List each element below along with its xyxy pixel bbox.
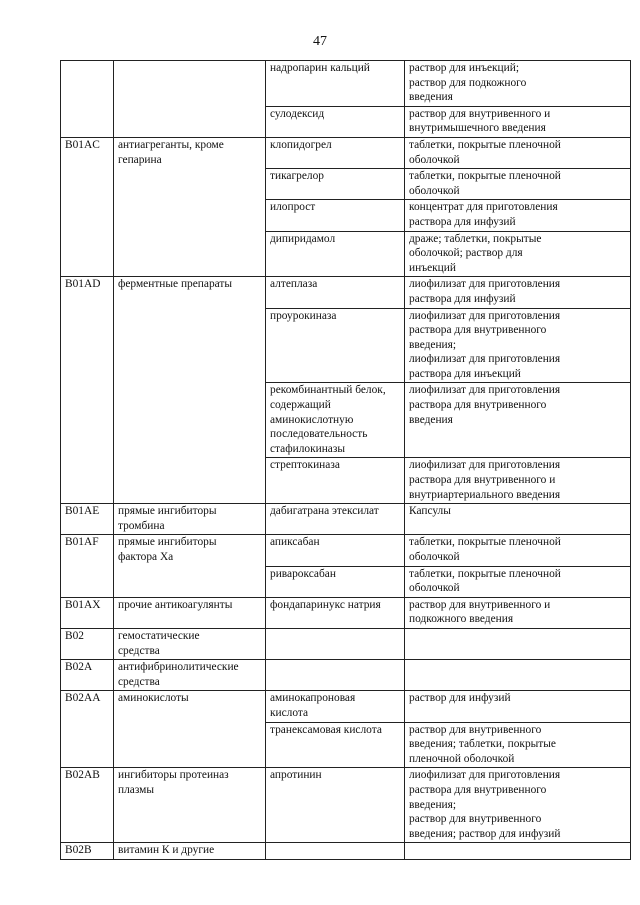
anatomical-therapeutic-group-cell: гемостатические средства bbox=[114, 628, 266, 659]
dosage-form-cell: таблетки, покрытые пленочной оболочкой bbox=[405, 169, 631, 200]
atc-code-cell: B01AC bbox=[61, 137, 114, 276]
dosage-form-cell: раствор для внутривенного и внутримышечного введения bbox=[405, 106, 631, 137]
dosage-form-cell: лиофилизат для приготовления раствора для инфузий bbox=[405, 277, 631, 308]
anatomical-therapeutic-group-cell: ингибиторы протеиназ плазмы bbox=[114, 768, 266, 843]
drug-name-cell: апиксабан bbox=[266, 535, 405, 566]
table-row bbox=[61, 535, 631, 566]
dosage-form-cell bbox=[405, 628, 631, 659]
dosage-form-cell bbox=[405, 660, 631, 691]
dosage-form-cell: лиофилизат для приготовления раствора для внутривенного и внутриартериального введения bbox=[405, 458, 631, 504]
drug-name-cell: фондапаринукс натрия bbox=[266, 597, 405, 628]
table-row bbox=[61, 61, 631, 107]
atc-code-cell: B02 bbox=[61, 628, 114, 659]
table-row bbox=[61, 691, 631, 722]
drug-name-cell: апротинин bbox=[266, 768, 405, 843]
atc-code-cell: B02AA bbox=[61, 691, 114, 768]
drug-name-cell: клопидогрел bbox=[266, 137, 405, 168]
drug-name-cell: проурокиназа bbox=[266, 308, 405, 383]
drug-name-cell bbox=[266, 628, 405, 659]
table-row bbox=[61, 660, 631, 691]
table-row bbox=[61, 628, 631, 659]
drug-name-cell: дипиридамол bbox=[266, 231, 405, 277]
drug-name-cell: стрептокиназа bbox=[266, 458, 405, 504]
dosage-form-cell: раствор для инъекций; раствор для подкожного введения bbox=[405, 61, 631, 107]
drug-name-cell: илопрост bbox=[266, 200, 405, 231]
drug-name-cell bbox=[266, 660, 405, 691]
dosage-form-cell: раствор для инфузий bbox=[405, 691, 631, 722]
table-row bbox=[61, 768, 631, 843]
dosage-form-cell: драже; таблетки, покрытые оболочкой; раствор для инъекций bbox=[405, 231, 631, 277]
drug-name-cell: транексамовая кислота bbox=[266, 722, 405, 768]
medication-table bbox=[60, 60, 631, 860]
table-row bbox=[61, 843, 631, 860]
anatomical-therapeutic-group-cell: антиагреганты, кроме гепарина bbox=[114, 137, 266, 276]
drug-name-cell: тикагрелор bbox=[266, 169, 405, 200]
dosage-form-cell: лиофилизат для приготовления раствора для внутривенного введения bbox=[405, 383, 631, 458]
anatomical-therapeutic-group-cell: прямые ингибиторы тромбина bbox=[114, 504, 266, 535]
drug-name-cell: ривароксабан bbox=[266, 566, 405, 597]
anatomical-therapeutic-group-cell bbox=[114, 61, 266, 138]
dosage-form-cell: таблетки, покрытые пленочной оболочкой bbox=[405, 137, 631, 168]
atc-code-cell: B02B bbox=[61, 843, 114, 860]
drug-name-cell bbox=[266, 843, 405, 860]
page-number: 47 bbox=[313, 34, 327, 49]
drug-name-cell: рекомбинантный белок, содержащий аминокислотную последовательность стафилокиназы bbox=[266, 383, 405, 458]
atc-code-cell: B01AX bbox=[61, 597, 114, 628]
dosage-form-cell bbox=[405, 843, 631, 860]
drug-name-cell: алтеплаза bbox=[266, 277, 405, 308]
table-row bbox=[61, 597, 631, 628]
dosage-form-cell: раствор для внутривенного и подкожного введения bbox=[405, 597, 631, 628]
atc-code-cell: B01AE bbox=[61, 504, 114, 535]
atc-code-cell: B02A bbox=[61, 660, 114, 691]
anatomical-therapeutic-group-cell: прочие антикоагулянты bbox=[114, 597, 266, 628]
table-row bbox=[61, 277, 631, 308]
drug-name-cell: аминокапроновая кислота bbox=[266, 691, 405, 722]
anatomical-therapeutic-group-cell: витамин К и другие bbox=[114, 843, 266, 860]
table-row bbox=[61, 504, 631, 535]
dosage-form-cell: Капсулы bbox=[405, 504, 631, 535]
anatomical-therapeutic-group-cell: прямые ингибиторы фактора Ха bbox=[114, 535, 266, 597]
dosage-form-cell: таблетки, покрытые пленочной оболочкой bbox=[405, 535, 631, 566]
table-row bbox=[61, 137, 631, 168]
dosage-form-cell: таблетки, покрытые пленочной оболочкой bbox=[405, 566, 631, 597]
atc-code-cell bbox=[61, 61, 114, 138]
atc-code-cell: B02AB bbox=[61, 768, 114, 843]
dosage-form-cell: раствор для внутривенного введения; таблетки, покрытые пленочной оболочкой bbox=[405, 722, 631, 768]
dosage-form-cell: лиофилизат для приготовления раствора для внутривенного введения; лиофилизат для приготовления раствора для инъекций bbox=[405, 308, 631, 383]
atc-code-cell: B01AF bbox=[61, 535, 114, 597]
drug-name-cell: дабигатрана этексилат bbox=[266, 504, 405, 535]
anatomical-therapeutic-group-cell: ферментные препараты bbox=[114, 277, 266, 504]
drug-name-cell: сулодексид bbox=[266, 106, 405, 137]
atc-code-cell: B01AD bbox=[61, 277, 114, 504]
anatomical-therapeutic-group-cell: антифибринолитические средства bbox=[114, 660, 266, 691]
dosage-form-cell: концентрат для приготовления раствора для инфузий bbox=[405, 200, 631, 231]
dosage-form-cell: лиофилизат для приготовления раствора для внутривенного введения; раствор для внутривенного введения; раствор для инфузий bbox=[405, 768, 631, 843]
anatomical-therapeutic-group-cell: аминокислоты bbox=[114, 691, 266, 768]
drug-name-cell: надропарин кальций bbox=[266, 61, 405, 107]
